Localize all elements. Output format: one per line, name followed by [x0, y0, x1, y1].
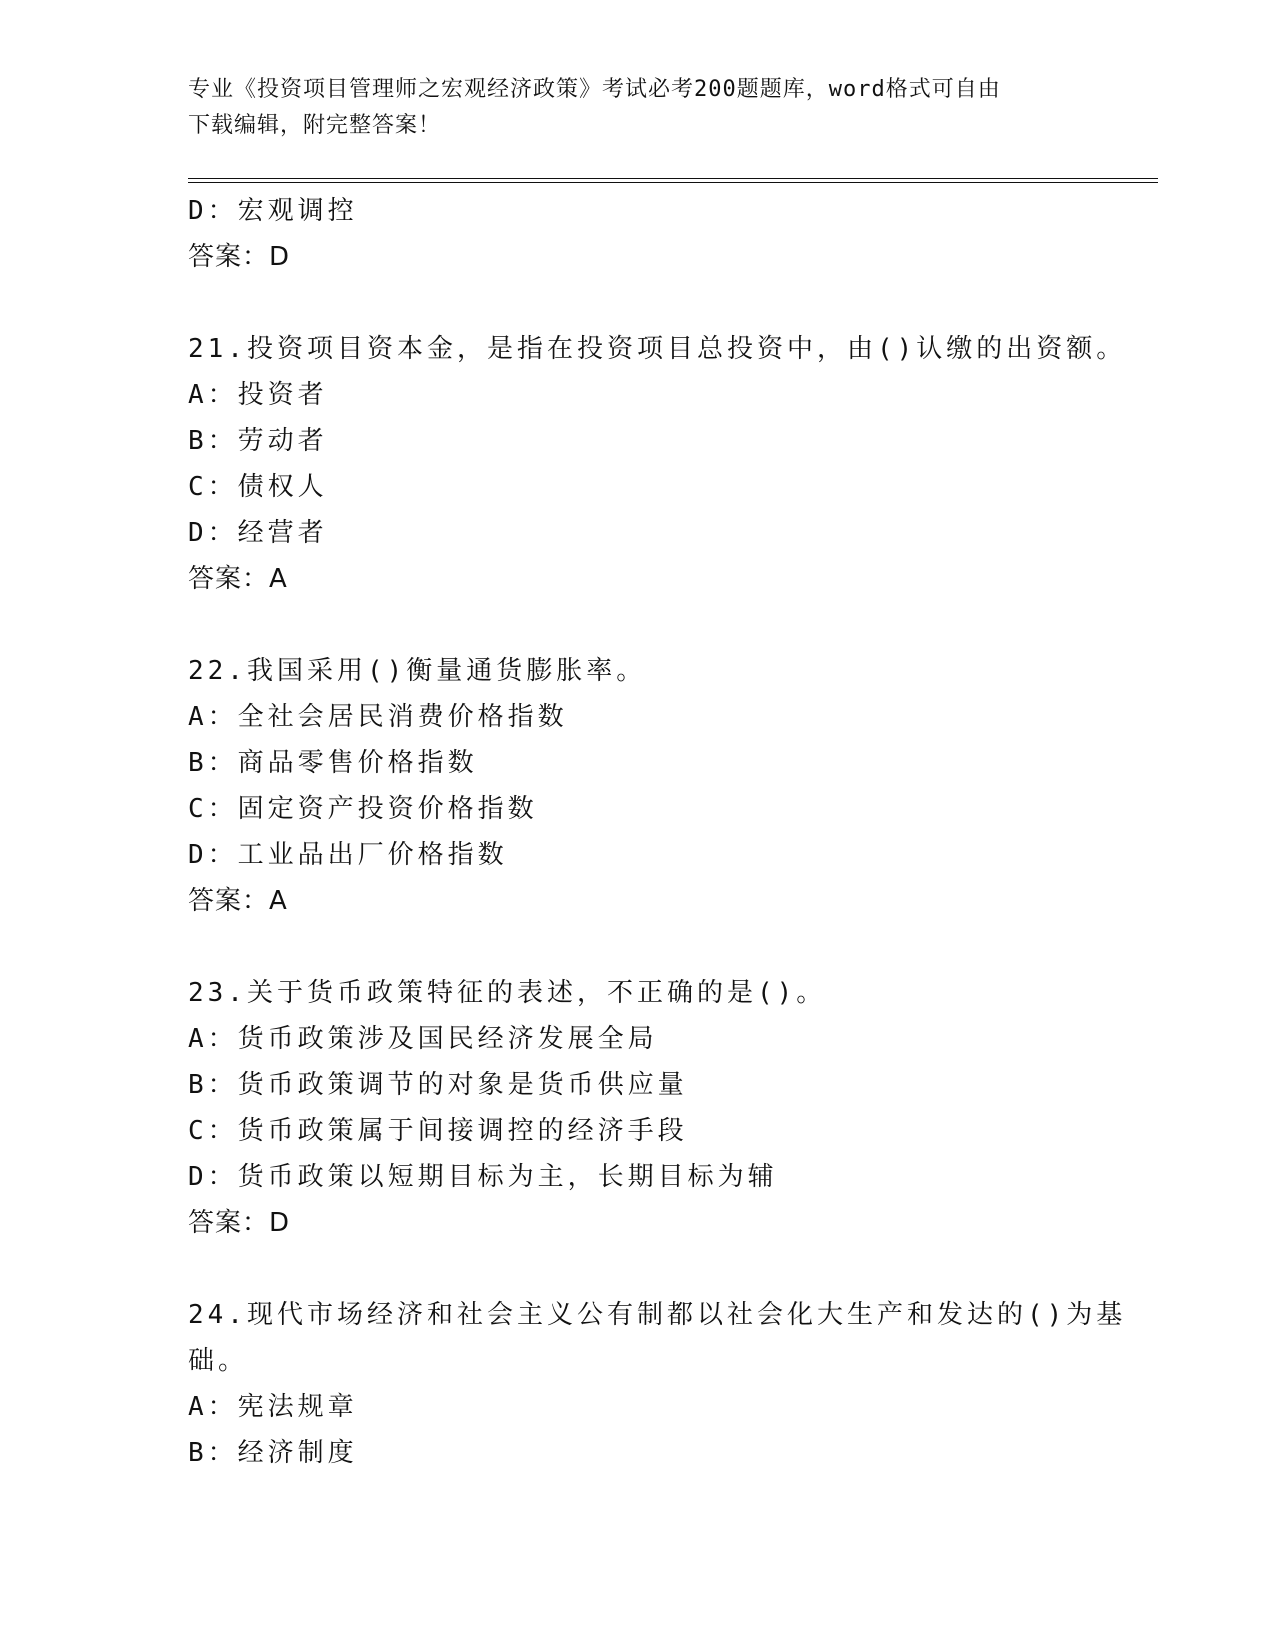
option-b: B：经济制度	[188, 1438, 358, 1468]
option-b: B：商品零售价格指数	[188, 748, 478, 778]
question-24	[188, 1292, 1127, 1476]
header-divider-top	[188, 178, 1158, 179]
header-divider-bottom	[188, 182, 1158, 183]
question-text: 22.我国采用()衡量通货膨胀率。	[188, 656, 647, 686]
option-b: B：劳动者	[188, 426, 328, 456]
answer-line: 答案：A	[188, 886, 288, 916]
question-text-line-2: 础。	[188, 1346, 249, 1376]
option-d: D：宏观调控	[188, 196, 358, 226]
option-a: A：投资者	[188, 380, 328, 410]
option-d: D：经营者	[188, 518, 328, 548]
previous-question-tail	[188, 188, 1088, 280]
question-text-line-1: 24.现代市场经济和社会主义公有制都以社会化大生产和发达的()为基	[188, 1300, 1127, 1330]
spacer	[188, 1246, 1088, 1292]
spacer	[188, 924, 1088, 970]
question-text: 21.投资项目资本金，是指在投资项目总投资中，由()认缴的出资额。	[188, 334, 1127, 364]
question-list	[188, 188, 1127, 1476]
header-line-2: 下载编辑，附完整答案！	[188, 113, 442, 138]
question-23	[188, 970, 1088, 1246]
option-c: C：债权人	[188, 472, 328, 502]
header-line-1: 专业《投资项目管理师之宏观经济政策》考试必考200题题库，word格式可自由	[188, 77, 1001, 102]
answer-line: 答案：D	[188, 242, 291, 272]
spacer	[188, 602, 1088, 648]
option-a: A：货币政策涉及国民经济发展全局	[188, 1024, 658, 1054]
spacer	[188, 280, 1088, 326]
option-d: D：工业品出厂价格指数	[188, 840, 508, 870]
answer-line: 答案：D	[188, 1208, 291, 1238]
option-a: A：宪法规章	[188, 1392, 358, 1422]
option-d: D：货币政策以短期目标为主，长期目标为辅	[188, 1162, 778, 1192]
option-a: A：全社会居民消费价格指数	[188, 702, 568, 732]
answer-line: 答案：A	[188, 564, 288, 594]
option-c: C：货币政策属于间接调控的经济手段	[188, 1116, 688, 1146]
document-header	[188, 72, 1088, 144]
question-22	[188, 648, 1088, 924]
question-21	[188, 326, 1127, 602]
question-text: 23.关于货币政策特征的表述，不正确的是()。	[188, 978, 827, 1008]
option-c: C：固定资产投资价格指数	[188, 794, 538, 824]
option-b: B：货币政策调节的对象是货币供应量	[188, 1070, 688, 1100]
